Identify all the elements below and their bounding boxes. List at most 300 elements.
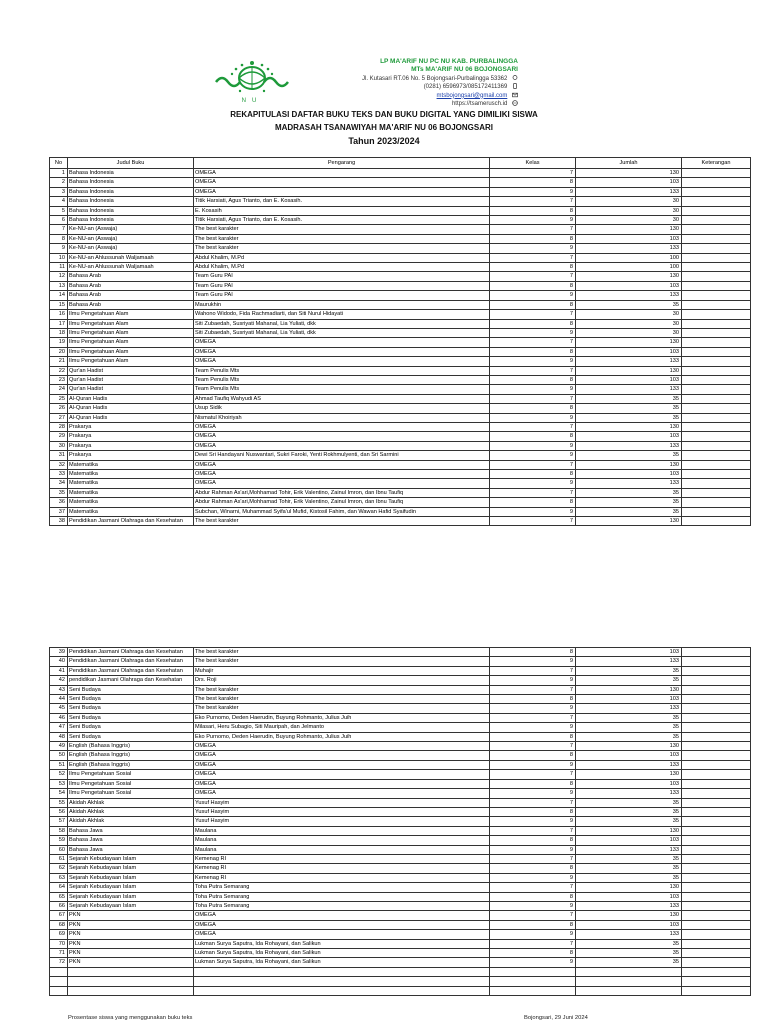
- cell-kelas: 9: [490, 657, 576, 666]
- cell-kelas: 8: [490, 281, 576, 290]
- cell-pengarang: OMEGA: [194, 760, 490, 769]
- cell-jumlah: 35: [576, 723, 682, 732]
- cell-keterangan: [682, 328, 751, 337]
- cell-no: 31: [50, 451, 68, 460]
- cell-pengarang: OMEGA: [194, 479, 490, 488]
- cell-pengarang: Muhajir: [194, 666, 490, 675]
- table-row: [50, 197, 751, 206]
- empty-cell: [682, 977, 751, 986]
- cell-jumlah: 103: [576, 234, 682, 243]
- cell-keterangan: [682, 319, 751, 328]
- table-row: [50, 460, 751, 469]
- cell-jumlah: 103: [576, 432, 682, 441]
- cell-jumlah: 103: [576, 347, 682, 356]
- table-row: [50, 817, 751, 826]
- cell-no: 45: [50, 704, 68, 713]
- cell-kelas: 8: [490, 864, 576, 873]
- cell-judul-buku: Ilmu Pengetahuan Sosial: [68, 779, 194, 788]
- cell-keterangan: [682, 357, 751, 366]
- cell-pengarang: Subchan, Winarni, Muhammad Syifa'ul Mufid, Kistosil Fahim, dan Wawan Hafid Syaifudin: [194, 507, 490, 516]
- cell-jumlah: 35: [576, 864, 682, 873]
- table-row: [50, 901, 751, 910]
- cell-judul-buku: Bahasa Arab: [68, 291, 194, 300]
- cell-pengarang: OMEGA: [194, 751, 490, 760]
- cell-no: 44: [50, 695, 68, 704]
- cell-judul-buku: Bahasa Indonesia: [68, 206, 194, 215]
- cell-kelas: 9: [490, 441, 576, 450]
- cell-kelas: 9: [490, 357, 576, 366]
- cell-pengarang: OMEGA: [194, 347, 490, 356]
- table-row: [50, 648, 751, 657]
- cell-jumlah: 35: [576, 817, 682, 826]
- table-row: [50, 770, 751, 779]
- cell-judul-buku: Ke-NU-an Ahlussunah Waljamaah: [68, 263, 194, 272]
- cell-no: 28: [50, 422, 68, 431]
- table-row: [50, 310, 751, 319]
- email-link[interactable]: mtsbojongsari@gmail.com: [436, 92, 508, 99]
- cell-judul-buku: Akidah Akhlak: [68, 817, 194, 826]
- cell-no: 64: [50, 883, 68, 892]
- cell-pengarang: Maulana: [194, 826, 490, 835]
- cell-pengarang: OMEGA: [194, 460, 490, 469]
- cell-judul-buku: Matematika: [68, 507, 194, 516]
- cell-kelas: 8: [490, 470, 576, 479]
- cell-kelas: 8: [490, 498, 576, 507]
- cell-keterangan: [682, 225, 751, 234]
- cell-pengarang: Lukman Surya Saputra, Ida Rohayani, dan Salikun: [194, 949, 490, 958]
- cell-judul-buku: Ilmu Pengetahuan Alam: [68, 357, 194, 366]
- globe-icon: [512, 100, 518, 106]
- cell-judul-buku: PKN: [68, 930, 194, 939]
- cell-pengarang: Eko Purnomo, Deden Haerudin, Buyung Rohmanto, Julius Juih: [194, 713, 490, 722]
- table-row: [50, 328, 751, 337]
- cell-keterangan: [682, 723, 751, 732]
- empty-row: [50, 967, 751, 976]
- cell-judul-buku: Pendidikan Jasmani Olahraga dan Kesehatan: [68, 517, 194, 526]
- empty-cell: [194, 977, 490, 986]
- cell-judul-buku: Matematika: [68, 488, 194, 497]
- cell-kelas: 8: [490, 319, 576, 328]
- cell-keterangan: [682, 817, 751, 826]
- cell-no: 47: [50, 723, 68, 732]
- cell-no: 34: [50, 479, 68, 488]
- cell-pengarang: Eko Purnomo, Deden Haerudin, Buyung Rohmanto, Julius Juih: [194, 732, 490, 741]
- cell-judul-buku: Ilmu Pengetahuan Alam: [68, 328, 194, 337]
- table-row: [50, 807, 751, 816]
- cell-jumlah: 103: [576, 779, 682, 788]
- cell-no: 51: [50, 760, 68, 769]
- cell-no: 8: [50, 234, 68, 243]
- table-row: [50, 779, 751, 788]
- cell-kelas: 8: [490, 648, 576, 657]
- cell-pengarang: The best karakter: [194, 234, 490, 243]
- cell-pengarang: OMEGA: [194, 338, 490, 347]
- cell-kelas: 7: [490, 742, 576, 751]
- cell-pengarang: OMEGA: [194, 770, 490, 779]
- cell-keterangan: [682, 234, 751, 243]
- cell-kelas: 7: [490, 253, 576, 262]
- cell-judul-buku: Sejarah Kebudayaan Islam: [68, 864, 194, 873]
- cell-no: 21: [50, 357, 68, 366]
- table-row: [50, 432, 751, 441]
- cell-no: 13: [50, 281, 68, 290]
- cell-keterangan: [682, 281, 751, 290]
- cell-no: 43: [50, 685, 68, 694]
- table-row: [50, 676, 751, 685]
- cell-no: 37: [50, 507, 68, 516]
- cell-judul-buku: Qur'an Hadist: [68, 375, 194, 384]
- cell-pengarang: Maulana: [194, 845, 490, 854]
- cell-no: 14: [50, 291, 68, 300]
- cell-keterangan: [682, 695, 751, 704]
- cell-pengarang: Maurukhin: [194, 300, 490, 309]
- cell-judul-buku: Al-Quran Hadis: [68, 394, 194, 403]
- cell-keterangan: [682, 742, 751, 751]
- cell-judul-buku: Matematika: [68, 460, 194, 469]
- cell-keterangan: [682, 432, 751, 441]
- cell-keterangan: [682, 751, 751, 760]
- org-name: LP MA'ARIF NU PC NU KAB. PURBALINGGA: [380, 58, 518, 65]
- cell-kelas: 8: [490, 751, 576, 760]
- cell-judul-buku: Bahasa Indonesia: [68, 197, 194, 206]
- address-text: Jl. Kutasari RT.06 No. 5 Bojongsari-Purbalingga 53362: [362, 75, 508, 82]
- empty-cell: [682, 986, 751, 995]
- cell-no: 70: [50, 939, 68, 948]
- cell-kelas: 7: [490, 488, 576, 497]
- footer-note: Prosentase siswa yang menggunakan buku teks: [68, 1015, 193, 1021]
- cell-judul-buku: Seni Budaya: [68, 695, 194, 704]
- cell-keterangan: [682, 470, 751, 479]
- table-row: [50, 892, 751, 901]
- cell-no: 22: [50, 366, 68, 375]
- school-name: MTs MA'ARIF NU 06 BOJONGSARI: [411, 66, 518, 74]
- logo-letters: NU: [241, 98, 263, 104]
- cell-kelas: 9: [490, 873, 576, 882]
- cell-pengarang: Siti Zubaedah, Susriyati Mahanal, Lia Yuliati, dkk: [194, 319, 490, 328]
- cell-no: 27: [50, 413, 68, 422]
- cell-pengarang: Wahono Widodo, Fida Rachmadiarti, dan Siti Nurul Hidayati: [194, 310, 490, 319]
- cell-keterangan: [682, 911, 751, 920]
- cell-no: 4: [50, 197, 68, 206]
- table-row: [50, 666, 751, 675]
- cell-pengarang: The best karakter: [194, 657, 490, 666]
- cell-keterangan: [682, 394, 751, 403]
- cell-no: 12: [50, 272, 68, 281]
- cell-judul-buku: Bahasa Jawa: [68, 826, 194, 835]
- table-row: [50, 357, 751, 366]
- cell-judul-buku: Sejarah Kebudayaan Islam: [68, 892, 194, 901]
- cell-judul-buku: PKN: [68, 949, 194, 958]
- table-row: [50, 498, 751, 507]
- cell-judul-buku: Ke-NU-an (Aswaja): [68, 234, 194, 243]
- cell-pengarang: Milasari, Heru Subagio, Siti Mauripah, dan Jelmanto: [194, 723, 490, 732]
- cell-keterangan: [682, 338, 751, 347]
- cell-judul-buku: Al-Quran Hadis: [68, 413, 194, 422]
- cell-judul-buku: Seni Budaya: [68, 723, 194, 732]
- cell-keterangan: [682, 507, 751, 516]
- table-row: [50, 281, 751, 290]
- cell-judul-buku: PKN: [68, 920, 194, 929]
- cell-pengarang: Team Penulis Mts: [194, 375, 490, 384]
- cell-kelas: 7: [490, 685, 576, 694]
- cell-keterangan: [682, 930, 751, 939]
- cell-kelas: 9: [490, 451, 576, 460]
- cell-kelas: 9: [490, 760, 576, 769]
- table-row: [50, 422, 751, 431]
- nu-logo: [206, 58, 298, 104]
- cell-pengarang: OMEGA: [194, 432, 490, 441]
- table-row: [50, 225, 751, 234]
- cell-pengarang: Dewi Sri Handayani Nuswantari, Sukri Faroki, Yenti Rokhmulyenti, dan Sri Sarmini: [194, 451, 490, 460]
- col-header-pengarang: Pengarang: [194, 158, 490, 169]
- website-link[interactable]: https://tsamerusch.id: [451, 101, 508, 108]
- cell-no: 41: [50, 666, 68, 675]
- cell-judul-buku: Prakarya: [68, 451, 194, 460]
- cell-keterangan: [682, 244, 751, 253]
- cell-pengarang: Abdur Rahman As'ari,Mohhamad Tohir, Erik Valentino, Zainul Imron, dan Ibnu Taufiq: [194, 498, 490, 507]
- table-row: [50, 845, 751, 854]
- cell-judul-buku: Bahasa Indonesia: [68, 216, 194, 225]
- cell-kelas: 8: [490, 263, 576, 272]
- cell-kelas: 7: [490, 460, 576, 469]
- cell-keterangan: [682, 732, 751, 741]
- empty-cell: [50, 986, 68, 995]
- cell-kelas: 9: [490, 385, 576, 394]
- cell-pengarang: The best karakter: [194, 517, 490, 526]
- cell-no: 29: [50, 432, 68, 441]
- table-row: [50, 441, 751, 450]
- cell-pengarang: Titik Harsiati, Agus Trianto, dan E. Kosasih.: [194, 216, 490, 225]
- cell-kelas: 7: [490, 666, 576, 675]
- cell-jumlah: 130: [576, 366, 682, 375]
- cell-pengarang: Abdul Khalim, M.Pd: [194, 263, 490, 272]
- table-row: [50, 742, 751, 751]
- cell-keterangan: [682, 920, 751, 929]
- cell-no: 23: [50, 375, 68, 384]
- cell-judul-buku: Ke-NU-an Ahlussunah Waljamaah: [68, 253, 194, 262]
- cell-pengarang: OMEGA: [194, 779, 490, 788]
- cell-judul-buku: Seni Budaya: [68, 704, 194, 713]
- cell-no: 63: [50, 873, 68, 882]
- cell-kelas: 7: [490, 310, 576, 319]
- document-title: REKAPITULASI DAFTAR BUKU TEKS DAN BUKU DIGITAL YANG DIMILIKI SISWA: [230, 110, 538, 119]
- cell-jumlah: 133: [576, 789, 682, 798]
- col-header-judul: Judul Buku: [68, 158, 194, 169]
- cell-jumlah: 103: [576, 695, 682, 704]
- cell-pengarang: Abdul Khalim, M.Pd: [194, 253, 490, 262]
- cell-no: 46: [50, 713, 68, 722]
- cell-keterangan: [682, 760, 751, 769]
- cell-keterangan: [682, 854, 751, 863]
- cell-no: 36: [50, 498, 68, 507]
- cell-no: 40: [50, 657, 68, 666]
- cell-judul-buku: Al-Quran Hadis: [68, 404, 194, 413]
- cell-jumlah: 100: [576, 263, 682, 272]
- cell-judul-buku: PKN: [68, 911, 194, 920]
- cell-keterangan: [682, 648, 751, 657]
- cell-kelas: 8: [490, 300, 576, 309]
- cell-pengarang: OMEGA: [194, 920, 490, 929]
- cell-jumlah: 130: [576, 422, 682, 431]
- cell-judul-buku: Seni Budaya: [68, 732, 194, 741]
- cell-pengarang: Yusuf Hasyim: [194, 817, 490, 826]
- cell-kelas: 9: [490, 507, 576, 516]
- cell-no: 69: [50, 930, 68, 939]
- cell-keterangan: [682, 413, 751, 422]
- table-row: [50, 253, 751, 262]
- cell-pengarang: The best karakter: [194, 685, 490, 694]
- cell-no: 72: [50, 958, 68, 967]
- cell-no: 57: [50, 817, 68, 826]
- cell-judul-buku: Prakarya: [68, 422, 194, 431]
- table-row: [50, 178, 751, 187]
- table-row: [50, 234, 751, 243]
- table-row: [50, 930, 751, 939]
- cell-jumlah: 133: [576, 291, 682, 300]
- cell-no: 32: [50, 460, 68, 469]
- cell-keterangan: [682, 451, 751, 460]
- cell-no: 10: [50, 253, 68, 262]
- cell-judul-buku: Pendidikan Jasmani Olahraga dan Kesehatan: [68, 657, 194, 666]
- table-row: [50, 338, 751, 347]
- table-row: [50, 911, 751, 920]
- cell-pengarang: Team Guru PAI: [194, 291, 490, 300]
- cell-judul-buku: Ilmu Pengetahuan Sosial: [68, 770, 194, 779]
- cell-jumlah: 130: [576, 272, 682, 281]
- table-row: [50, 873, 751, 882]
- cell-pengarang: OMEGA: [194, 441, 490, 450]
- cell-no: 60: [50, 845, 68, 854]
- cell-kelas: 9: [490, 901, 576, 910]
- cell-keterangan: [682, 263, 751, 272]
- cell-judul-buku: pendidikan Jasmani Olahraga dan Kesehatan: [68, 676, 194, 685]
- cell-jumlah: 35: [576, 498, 682, 507]
- cell-jumlah: 30: [576, 216, 682, 225]
- cell-jumlah: 103: [576, 836, 682, 845]
- empty-cell: [576, 967, 682, 976]
- cell-kelas: 7: [490, 272, 576, 281]
- cell-keterangan: [682, 845, 751, 854]
- table-row: [50, 704, 751, 713]
- table-row: [50, 394, 751, 403]
- cell-no: 18: [50, 328, 68, 337]
- cell-kelas: 8: [490, 206, 576, 215]
- table-row: [50, 798, 751, 807]
- cell-no: 35: [50, 488, 68, 497]
- cell-judul-buku: Seni Budaya: [68, 685, 194, 694]
- cell-judul-buku: Bahasa Indonesia: [68, 169, 194, 178]
- table-row: [50, 300, 751, 309]
- cell-jumlah: 35: [576, 676, 682, 685]
- cell-judul-buku: Bahasa Indonesia: [68, 178, 194, 187]
- cell-pengarang: Siti Zubaedah, Susriyati Mahanal, Lia Yuliati, dkk: [194, 328, 490, 337]
- cell-keterangan: [682, 404, 751, 413]
- cell-jumlah: 103: [576, 178, 682, 187]
- location-icon: [512, 75, 518, 81]
- empty-cell: [576, 977, 682, 986]
- cell-keterangan: [682, 347, 751, 356]
- cell-no: 11: [50, 263, 68, 272]
- cell-jumlah: 103: [576, 470, 682, 479]
- cell-pengarang: Kemenag RI: [194, 864, 490, 873]
- cell-judul-buku: Bahasa Indonesia: [68, 187, 194, 196]
- cell-jumlah: 130: [576, 883, 682, 892]
- cell-no: 53: [50, 779, 68, 788]
- cell-judul-buku: Matematika: [68, 479, 194, 488]
- cell-keterangan: [682, 826, 751, 835]
- cell-jumlah: 130: [576, 770, 682, 779]
- cell-jumlah: 35: [576, 798, 682, 807]
- table-row: [50, 751, 751, 760]
- cell-no: 9: [50, 244, 68, 253]
- cell-kelas: 9: [490, 216, 576, 225]
- cell-judul-buku: Pendidikan Jasmani Olahraga dan Kesehatan: [68, 648, 194, 657]
- cell-kelas: 9: [490, 958, 576, 967]
- cell-pengarang: Team Guru PAI: [194, 272, 490, 281]
- cell-pengarang: The best karakter: [194, 695, 490, 704]
- table-row: [50, 760, 751, 769]
- cell-judul-buku: Sejarah Kebudayaan Islam: [68, 854, 194, 863]
- cell-judul-buku: PKN: [68, 958, 194, 967]
- cell-no: 48: [50, 732, 68, 741]
- table-row: [50, 479, 751, 488]
- table-row: [50, 263, 751, 272]
- cell-jumlah: 35: [576, 873, 682, 882]
- cell-keterangan: [682, 488, 751, 497]
- empty-row: [50, 986, 751, 995]
- cell-keterangan: [682, 441, 751, 450]
- cell-kelas: 8: [490, 432, 576, 441]
- mail-icon: [512, 92, 518, 98]
- cell-judul-buku: Matematika: [68, 470, 194, 479]
- cell-kelas: 7: [490, 197, 576, 206]
- cell-no: 33: [50, 470, 68, 479]
- cell-jumlah: 35: [576, 807, 682, 816]
- cell-kelas: 9: [490, 723, 576, 732]
- cell-no: 61: [50, 854, 68, 863]
- cell-judul-buku: Bahasa Jawa: [68, 845, 194, 854]
- cell-jumlah: 30: [576, 328, 682, 337]
- cell-pengarang: Team Penulis Mts: [194, 366, 490, 375]
- cell-jumlah: 100: [576, 253, 682, 262]
- table-header-row: [50, 158, 751, 169]
- cell-keterangan: [682, 375, 751, 384]
- cell-keterangan: [682, 216, 751, 225]
- cell-keterangan: [682, 366, 751, 375]
- table-row: [50, 206, 751, 215]
- cell-kelas: 8: [490, 375, 576, 384]
- table-row: [50, 366, 751, 375]
- cell-kelas: 9: [490, 845, 576, 854]
- cell-kelas: 8: [490, 178, 576, 187]
- cell-jumlah: 130: [576, 911, 682, 920]
- empty-cell: [490, 977, 576, 986]
- cell-keterangan: [682, 197, 751, 206]
- cell-keterangan: [682, 901, 751, 910]
- empty-row: [50, 977, 751, 986]
- table-row: [50, 836, 751, 845]
- cell-pengarang: Lukman Surya Saputra, Ida Rohayani, dan Salikun: [194, 958, 490, 967]
- cell-jumlah: 103: [576, 375, 682, 384]
- cell-no: 3: [50, 187, 68, 196]
- footer-date: Bojongsari, 29 Juni 2024: [524, 1015, 588, 1021]
- cell-judul-buku: Ke-NU-an (Aswaja): [68, 244, 194, 253]
- cell-jumlah: 133: [576, 357, 682, 366]
- cell-no: 67: [50, 911, 68, 920]
- cell-jumlah: 35: [576, 854, 682, 863]
- cell-no: 25: [50, 394, 68, 403]
- cell-no: 17: [50, 319, 68, 328]
